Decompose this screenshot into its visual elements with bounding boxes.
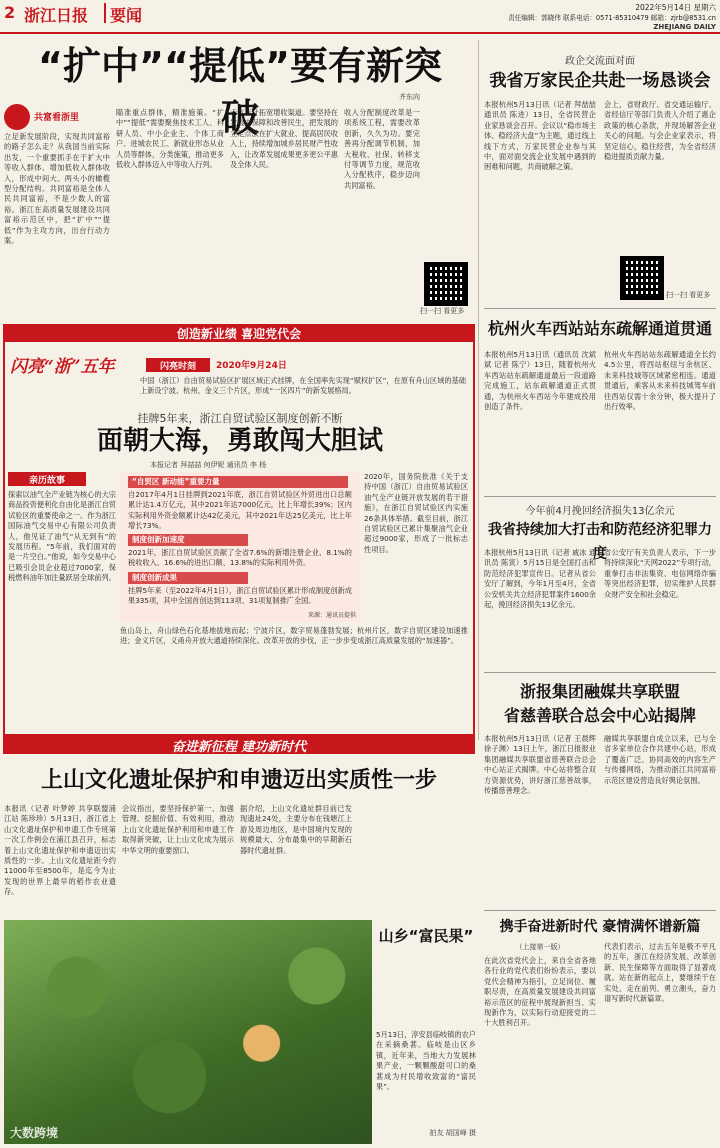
masthead: [0, 0, 720, 34]
station-headline: 杭州火车西站站东疏解通道贯通: [487, 319, 712, 338]
series-logo: [10, 346, 140, 382]
top-qr-caption: 扫一扫 看更多: [420, 307, 465, 315]
editor-info: 责任编辑：郭晓伟 联系电话：0571-85310479 邮箱：zjrb@8531.cn: [508, 14, 716, 22]
right-top-headline: 我省万家民企共赴一场恳谈会: [489, 71, 711, 91]
fraud-kicker: 今年前4月挽回经济损失13亿余元: [525, 506, 675, 517]
section-label: 要闻: [104, 3, 154, 23]
feature-col-3: 2020年，国务院批准《关于支持中国（浙江）自由贸易试验区油气全产业链开放发展的若干措施》，在浙江自贸试验区内实施26条具体举措。截至目前，浙江自贸试验区已累计集聚油气企业超过9000家，形成了一批标志性项目。: [364, 472, 468, 554]
column-label: 共富看浙里: [34, 113, 80, 123]
box-text-2: 2021年，浙江自贸试验区贡献了全省7.6%的新增注册企业、8.1%的税收收入、16.6%的进出口额、13.8%的实际利用外资。: [128, 548, 352, 568]
right-top-col-1: 本报杭州5月13日讯（记者 拜喆喆 通讯员 陈进）13日，全省民营企业家恳谈会召开。会议以“稳市场主体、稳经济大盘”为主题，通过线上线下方式，万家民营企业参与其中，面对面交流企业发展中遇到的困难和问题，共商破解之策。: [484, 100, 596, 172]
media-headline-1: 浙报集团融媒共享联盟: [519, 682, 680, 701]
fraud-col-1: 本报杭州5月13日讯（记者 戚冰 通讯员 陈寅）5月15日是全国打击和防范经济犯罪宣传日。记者从省公安厅了解到，今年1月至4月，全省公安机关共立经济犯罪案件1600余起，挽回经济损失13亿余元。: [484, 548, 596, 610]
new-era-subhead: （上接第一版）: [515, 943, 565, 951]
feature-headline: 面朝大海，勇敢闯大胆试: [96, 426, 383, 456]
time-text: 中国（浙江）自由贸易试验区扩展区域正式挂牌，在全国率先实现“赋权扩区”，在原有舟山区域的基础上新设宁波、杭州、金义三个片区，形成“一区四片”的新发展格局。: [140, 376, 466, 396]
feature-footer-banner: [3, 734, 475, 754]
feature-col-4: 鱼山岛上，舟山绿色石化基地拔地而起；宁波片区，数字贸易蓬勃发展；杭州片区，数字自贸区建设加速推进；金义片区，义甬舟开放大通道持续深化。改革开放的步伐，正一步步变成浙江高质量发展的“加速器”。: [120, 626, 468, 646]
right-divider-2: [484, 496, 716, 497]
top-byline: 齐东向: [399, 93, 420, 101]
divider-top-right: [478, 40, 479, 740]
column-logo: [4, 104, 90, 130]
box-heading-2: 制度创新加速度: [128, 534, 248, 546]
media-col-2: 融媒共享联盟自成立以来，已与全省多家单位合作共建中心站，形成了覆盖广泛、协同高效的内容生产与传播网络，为推动浙江共同富裕示范区建设营造良好舆论氛围。: [604, 734, 716, 785]
right-top-col-2: 会上，省财政厅、省交通运输厅、省经信厅等部门负责人介绍了惠企政策的核心条款，并现场解答企业关心的问题。与会企业家表示，将坚定信心，稳住经营，为全省经济稳进提质贡献力量。: [604, 100, 716, 162]
feature-byline: 本报记者 拜喆喆 何伊妮 通讯员 李 杨: [150, 461, 267, 469]
photo-mulberry: [4, 920, 372, 1144]
english-name: ZHEJIANG DAILY: [653, 23, 716, 31]
right-divider-3: [484, 672, 716, 673]
top-headline: “扩中”“提低”要有新突破: [38, 44, 442, 140]
box-text-1: 自2017年4月1日挂牌到2021年底，浙江自贸试验区外贸进出口总额累计达1.4万亿元，其中2021年达7000亿元，比上年增长39%；区内实际利用外资金额累计达42亿美元，其中2021年达25亿美元，比上年增长73%。: [128, 490, 352, 531]
feature-kicker: 挂牌5年来，浙江自贸试验区制度创新不断: [137, 412, 343, 425]
box-heading-3: 制度创新成果: [128, 572, 248, 584]
top-col-2: 瞄准重点群体，精准施策。“扩中”“提低”需要聚焦技术工人、科研人员、中小企业主、个体工商户、进城农民工、新就业形态从业人员等群体，分类施策，推动更多低收入群体迈入中等收入行列。: [116, 108, 224, 170]
station-col-2: 杭州火车西站站东疏解通道全长约4.5公里，将西站枢纽与余杭区、未来科技城等区域紧密相连。通道贯通后，乘客从未来科技城驾车前往西站仅需十余分钟，极大提升了出行效率。: [604, 350, 716, 412]
right-divider-4: [484, 910, 716, 911]
box-heading-1: “自贸区 新动能”重要力量: [128, 476, 348, 488]
top-col-4: 收入分配制度改革是一项系统工程，需要改革创新，久久为功。要完善再分配调节机制，加大税收、社保、转移支付等调节力度，规范收入分配秩序，稳步迈向共同富裕。: [344, 108, 420, 190]
page-number: 2: [4, 3, 16, 22]
media-headline-2: 省慈善联合总会中心站揭牌: [503, 706, 696, 725]
bottom-col-3: 据介绍，上山文化遗址群目前已发现遗址24处，主要分布在钱塘江上游及周边地区，是中国境内发现的规模最大、分布最集中的早期新石器时代遗址群。: [240, 804, 352, 855]
bottom-headline: 上山文化遗址保护和申遗迈出实质性一步: [40, 768, 437, 793]
watermark-logo: 大数跨境: [10, 1126, 59, 1140]
box-source: 来源：通讯员提供: [307, 612, 356, 619]
masthead-rule: [0, 32, 720, 34]
paper-name: 浙江日报: [24, 6, 89, 25]
top-col-3: 千方百计拓宽增收渠道。要坚持在发展中保障和改善民生，把发展的立足点放在扩大就业、提高居民收入上，持续增加城乡居民财产性收入，让改革发展成果更多更公平惠及全体人民。: [230, 108, 338, 170]
top-col-1: 立足新发展阶段，实现共同富裕的路子怎么走？从我国当前实际出发，一个重要抓手在于扩大中等收入群体、增加低收入群体收入，形成中间大、两头小的橄榄型分配结构。共同富裕是全体人民共同富裕，不是少数人的富裕。浙江在高质量发展建设共同富裕示范区中，把“扩中”“提低”作为主攻方向，出台行动方案。: [4, 132, 110, 246]
bottom-col-1: 本报讯（记者 叶梦婷 共享联盟浦江站 陈珍珍）5月13日，浙江省上山文化遗址保护和申遗工作专班第一次工作例会在浦江县召开，标志着上山文化遗址保护和申遗迈出实质性的一步。上山文化遗址距今约11000年至8500年，是迄今为止发现的世界上最早的稻作农业遗存。: [4, 804, 116, 897]
bottom-col-2: 会议指出，要坚持保护第一、加强管理、挖掘价值、有效利用，推动上山文化遗址保护利用和申遗工作取得新突破，让上山文化成为展示中华文明的重要窗口。: [122, 804, 234, 855]
right-qr-code-icon: [620, 256, 664, 300]
feature-data-box: [120, 472, 360, 622]
new-era-col-1: 在此次省党代会上，来自全省各地各行业的党代表们纷纷表示，要以党代会精神为指引，立足岗位、履职尽责，在高质量发展建设共同富裕示范区的征程中展现新担当、实现新作为，以实际行动迎接党的二十大胜利召开。: [484, 956, 596, 1028]
right-top-kicker: 政企交流面对面: [565, 56, 635, 67]
new-era-col-2: 代表们表示，过去五年是极不平凡的五年，浙江在经济发展、改革创新、民生保障等方面取得了显著成就。站在新的起点上，要继续干在实处、走在前列、勇立潮头，奋力谱写新时代新篇章。: [604, 942, 716, 1004]
qr-code-icon: [424, 262, 468, 306]
feature-col-1: 探索以油气全产业链为核心的大宗商品投资便利化自由化是浙江自贸试验区的重要使命之一。作为浙江国际油气交易中心有限公司负责人，他见证了油气“从无到有”的发展历程。“5年前，我们面对的是一片空白。”他说，如今交易中心已吸引会员企业超过7000家，保税燃料油年加注量跃居全球前列。: [8, 490, 116, 583]
series-label: 闪亮“浙”五年: [10, 357, 115, 377]
issue-date: 2022年5月14日 星期六: [635, 3, 716, 12]
fraud-col-2: 省公安厅有关负责人表示，下一步将持续深化“天网2022”专项行动，重拳打击非法集资、电信网络诈骗等突出经济犯罪，切实维护人民群众财产安全和社会稳定。: [604, 548, 716, 599]
time-label: 2020年9月24日: [216, 361, 287, 371]
fraud-headline: 我省持续加大打击和防范经济犯罪力度: [488, 522, 712, 562]
feature-banner-text: 创造新业绩 喜迎党代会: [176, 327, 302, 341]
photo-headline: 山乡“富民果”: [378, 927, 474, 945]
station-col-1: 本报杭州5月13日讯（通讯员 沈斌斌 记者 陈宁）13日，随着杭州火车西站站东疏解通道最后一段道路完成施工，站东疏解通道正式贯通，为杭州火车西站今年建成投用创造了条件。: [484, 350, 596, 412]
story-label: 亲历故事: [28, 476, 65, 486]
story-label-box: [8, 472, 86, 486]
right-divider-1: [484, 308, 716, 309]
feature-footer-text: 奋进新征程 建功新时代: [171, 740, 307, 755]
series-tag: [146, 358, 210, 372]
column-badge-icon: [4, 104, 30, 130]
box-text-3: 挂牌5年来（至2022年4月1日），浙江自贸试验区累计形成制度创新成果335项，其中全国首创达到113项、31项复制推广全国。: [128, 586, 352, 606]
new-era-headline: 携手奋进新时代 豪情满怀谱新篇: [499, 919, 701, 935]
media-col-1: 本报杭州5月13日讯（记者 王晨辉 徐子渊）13日上午，浙江日报报业集团融媒共享联盟省慈善联合总会中心站正式揭牌。中心站将整合双方资源优势，讲好浙江慈善故事，传播慈善理念。: [484, 734, 596, 796]
photo-credit: 拍友 胡国峰 摄: [429, 1129, 476, 1137]
photo-caption: 5月13日，淳安县临岐镇的农户在采摘桑葚。临岐是山区乡镇，近年来，当地大力发展林果产业，一颗颗酸甜可口的桑葚成为村民增收致富的“富民果”。: [376, 1030, 476, 1092]
feature-banner: [3, 324, 475, 342]
right-top-qr-caption: 扫一扫 看更多: [666, 291, 711, 299]
series-tag-text: 闪亮时刻: [159, 362, 196, 372]
